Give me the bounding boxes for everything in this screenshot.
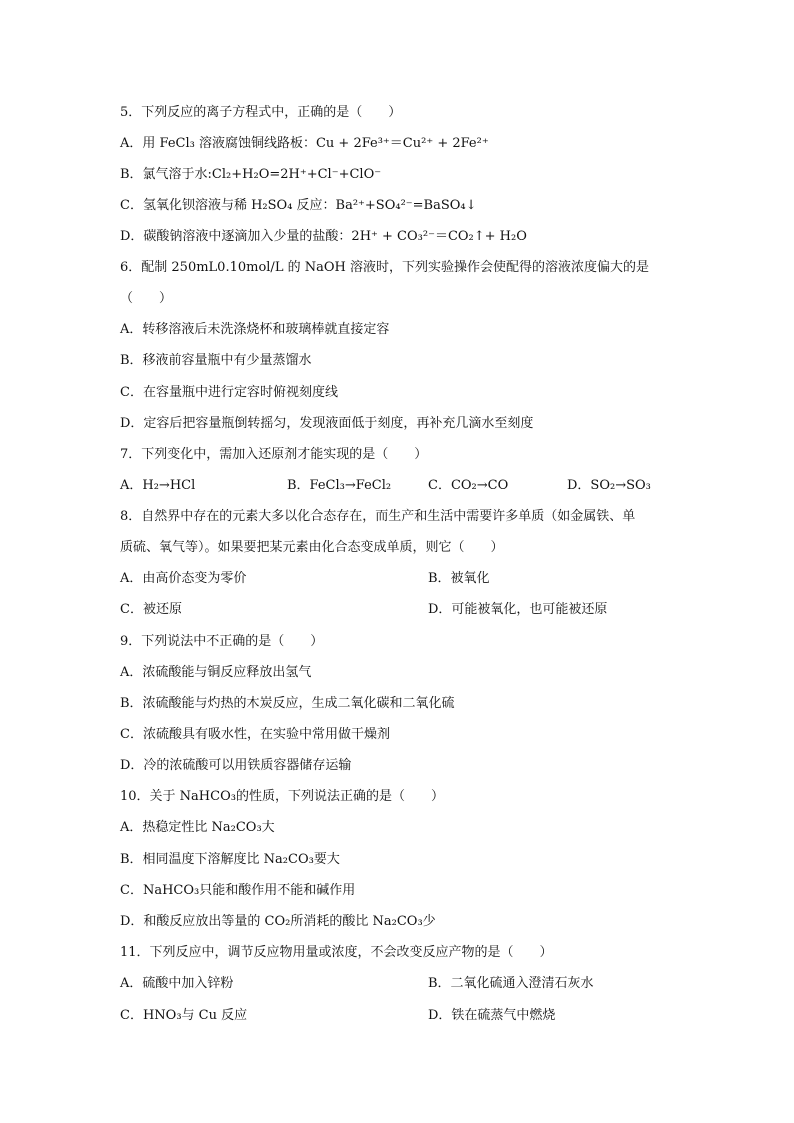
q7-stem: 7．下列变化中，需加入还原剂才能实现的是（ ） [120,447,428,462]
q9-option-b: B．浓硫酸能与灼热的木炭反应，生成二氧化碳和二氧化硫 [120,696,455,711]
q9-option-d: D．冷的浓硫酸可以用铁质容器储存运输 [120,758,352,773]
q5-option-d: D．碳酸钠溶液中逐滴加入少量的盐酸：2H⁺ + CO₃²⁻＝CO₂↑+ H₂O [120,229,527,244]
q11-option-a: A．硫酸中加入锌粉 [120,976,234,991]
q8-stem-line2: 质硫、氧气等）。如果要把某元素由化合态变成单质，则它（ ） [120,540,504,555]
q7-option-a: A．H₂→HCl [120,478,196,493]
q6-stem-line2: （ ） [120,291,173,306]
q9-option-c: C．浓硫酸具有吸水性，在实验中常用做干燥剂 [120,727,390,742]
q5-option-c: C．氢氧化钡溶液与稀 H₂SO₄ 反应：Ba²⁺+SO₄²⁻=BaSO₄↓ [120,198,477,213]
q8-option-c: C．被还原 [120,602,182,617]
q9-stem: 9．下列说法中不正确的是（ ） [120,634,324,649]
q6-option-a: A．转移溶液后未洗涤烧杯和玻璃棒就直接定容 [120,322,390,337]
q10-option-d: D．和酸反应放出等量的 CO₂所消耗的酸比 Na₂CO₃少 [120,914,436,929]
q11-stem: 11．下列反应中，调节反应物用量或浓度，不会改变反应产物的是（ ） [120,945,553,960]
q6-option-b: B．移液前容量瓶中有少量蒸馏水 [120,353,312,368]
q11-option-b: B．二氧化硫通入澄清石灰水 [428,976,594,991]
q10-option-c: C．NaHCO₃只能和酸作用不能和碱作用 [120,883,356,898]
q11-option-c: C．HNO₃与 Cu 反应 [120,1008,248,1023]
q8-stem-line1: 8．自然界中存在的元素大多以化合态存在，而生产和生活中需要许多单质（如金属铁、单 [120,509,636,524]
q9-option-a: A．浓硫酸能与铜反应释放出氢气 [120,665,312,680]
q7-option-b: B．FeCl₃→FeCl₂ [287,478,392,493]
q6-option-d: D．定容后把容量瓶倒转摇匀，发现液面低于刻度，再补充几滴水至刻度 [120,416,534,431]
q6-option-c: C．在容量瓶中进行定容时俯视刻度线 [120,385,338,400]
q5-option-b: B．氯气溶于水:Cl₂+H₂O=2H⁺+Cl⁻+ClO⁻ [120,167,382,182]
q8-option-b: B．被氧化 [428,571,490,586]
q10-option-a: A．热稳定性比 Na₂CO₃大 [120,820,275,835]
q8-option-d: D．可能被氧化，也可能被还原 [428,602,608,617]
q8-option-a: A．由高价态变为零价 [120,571,247,586]
q11-option-d: D．铁在硫蒸气中燃烧 [428,1008,556,1023]
q5-stem: 5．下列反应的离子方程式中，正确的是（ ） [120,105,402,120]
q7-option-d: D．SO₂→SO₃ [567,478,651,493]
q5-option-a: A．用 FeCl₃ 溶液腐蚀铜线路板：Cu + 2Fe³⁺＝Cu²⁺ + 2Fe²⁺ [120,136,489,151]
q10-option-b: B．相同温度下溶解度比 Na₂CO₃要大 [120,852,340,867]
q6-stem-line1: 6．配制 250mL0.10mol/L 的 NaOH 溶液时，下列实验操作会使配得的溶液浓度偏大的是 [120,260,649,275]
q7-option-c: C．CO₂→CO [428,478,509,493]
q10-stem: 10．关于 NaHCO₃的性质，下列说法正确的是（ ） [120,789,444,804]
